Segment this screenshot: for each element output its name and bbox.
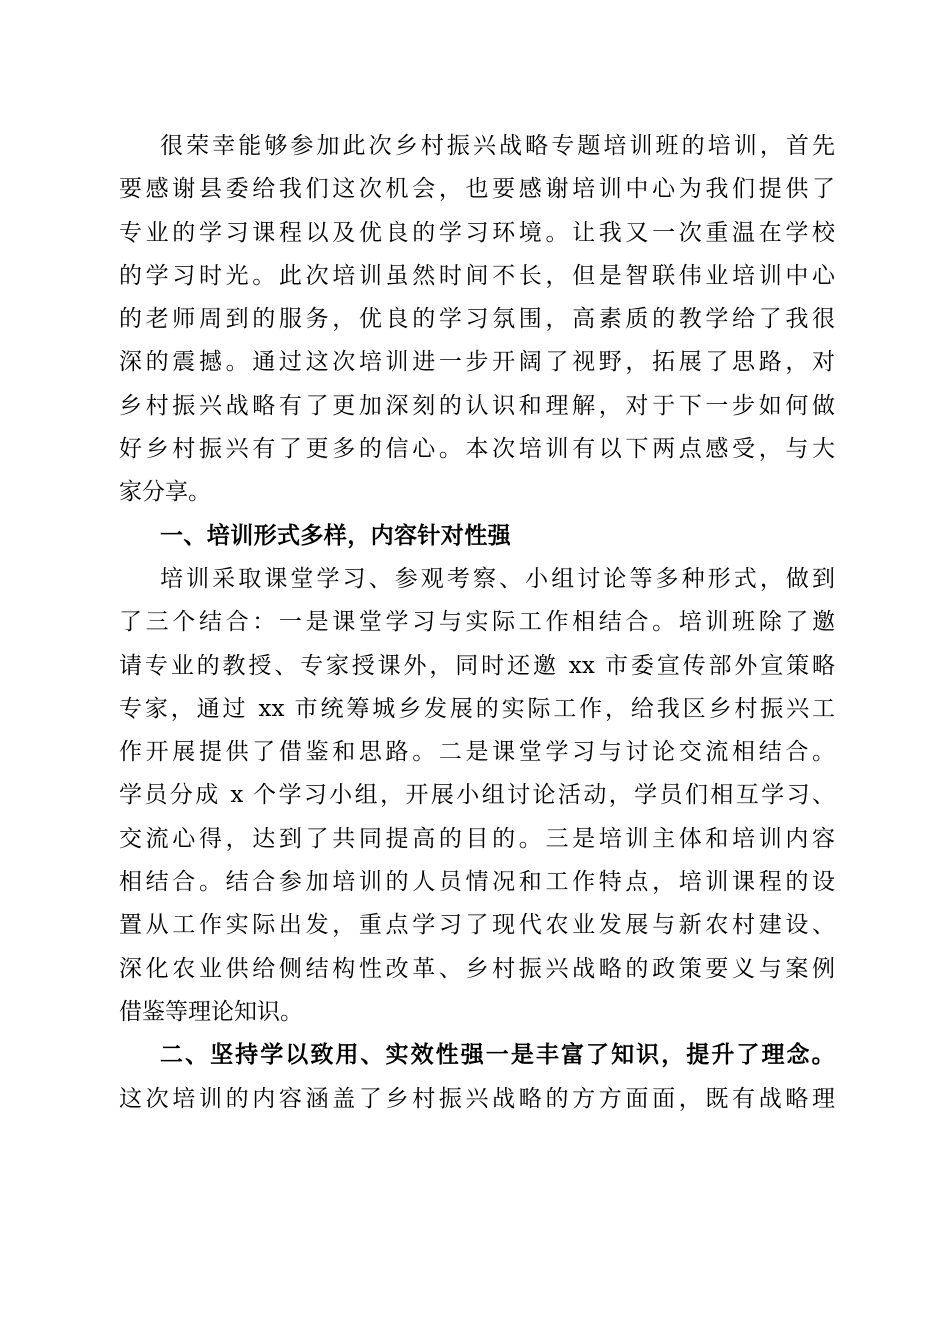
paragraph-line: 培训采取课堂学习、参观考察、小组讨论等多种形式，做到	[160, 565, 835, 592]
paragraph-line: 专家，通过 xx 市统筹城乡发展的实际工作，给我区乡村振兴工	[119, 695, 835, 722]
paragraph-line: 要感谢县委给我们这次机会，也要感谢培训中心为我们提供了	[119, 176, 835, 203]
paragraph-line: 乡村振兴战略有了更加深刻的认识和理解，对于下一步如何做	[119, 392, 835, 419]
intro-paragraph	[119, 125, 835, 515]
paragraph-line: 专业的学习课程以及优良的学习环境。让我又一次重温在学校	[119, 219, 835, 246]
section-1-paragraph	[119, 558, 835, 1034]
document-body	[119, 125, 835, 1121]
paragraph-line: 相结合。结合参加培训的人员情况和工作特点，培训课程的设	[119, 869, 835, 896]
paragraph-line: 请专业的教授、专家授课外，同时还邀 xx 市委宣传部外宣策略	[119, 652, 835, 679]
section-2-paragraph	[119, 1078, 835, 1121]
paragraph-line: 置从工作实际出发，重点学习了现代农业发展与新农村建设、	[119, 912, 835, 939]
paragraph-line: 好乡村振兴有了更多的信心。本次培训有以下两点感受，与大	[119, 436, 835, 463]
paragraph-line: 交流心得，达到了共同提高的目的。三是培训主体和培训内容	[119, 825, 835, 852]
paragraph-line: 的学习时光。此次培训虽然时间不长，但是智联伟业培训中心	[119, 262, 835, 289]
section-2-heading: 二、坚持学以致用、实效性强一是丰富了知识，提升了理念。	[160, 1042, 835, 1069]
section-1-heading: 一、培训形式多样，内容针对性强	[160, 522, 511, 549]
paragraph-line: 深化农业供给侧结构性改革、乡村振兴战略的政策要义与案例	[119, 955, 835, 982]
paragraph-line: 的老师周到的服务，优良的学习氛围，高素质的教学给了我很	[119, 306, 835, 333]
paragraph-line: 家分享。	[119, 479, 211, 506]
paragraph-line: 这次培训的内容涵盖了乡村振兴战略的方方面面，既有战略理	[119, 1085, 835, 1112]
paragraph-line: 借鉴等理论知识。	[119, 998, 303, 1025]
paragraph-line: 深的震撼。通过这次培训进一步开阔了视野，拓展了思路，对	[119, 349, 835, 376]
paragraph-line: 很荣幸能够参加此次乡村振兴战略专题培训班的培训，首先	[160, 133, 835, 159]
paragraph-line: 学员分成 x 个学习小组，开展小组讨论活动，学员们相互学习、	[119, 782, 835, 809]
paragraph-line: 作开展提供了借鉴和思路。二是课堂学习与讨论交流相结合。	[119, 739, 835, 766]
paragraph-line: 了三个结合：一是课堂学习与实际工作相结合。培训班除了邀	[119, 609, 835, 636]
